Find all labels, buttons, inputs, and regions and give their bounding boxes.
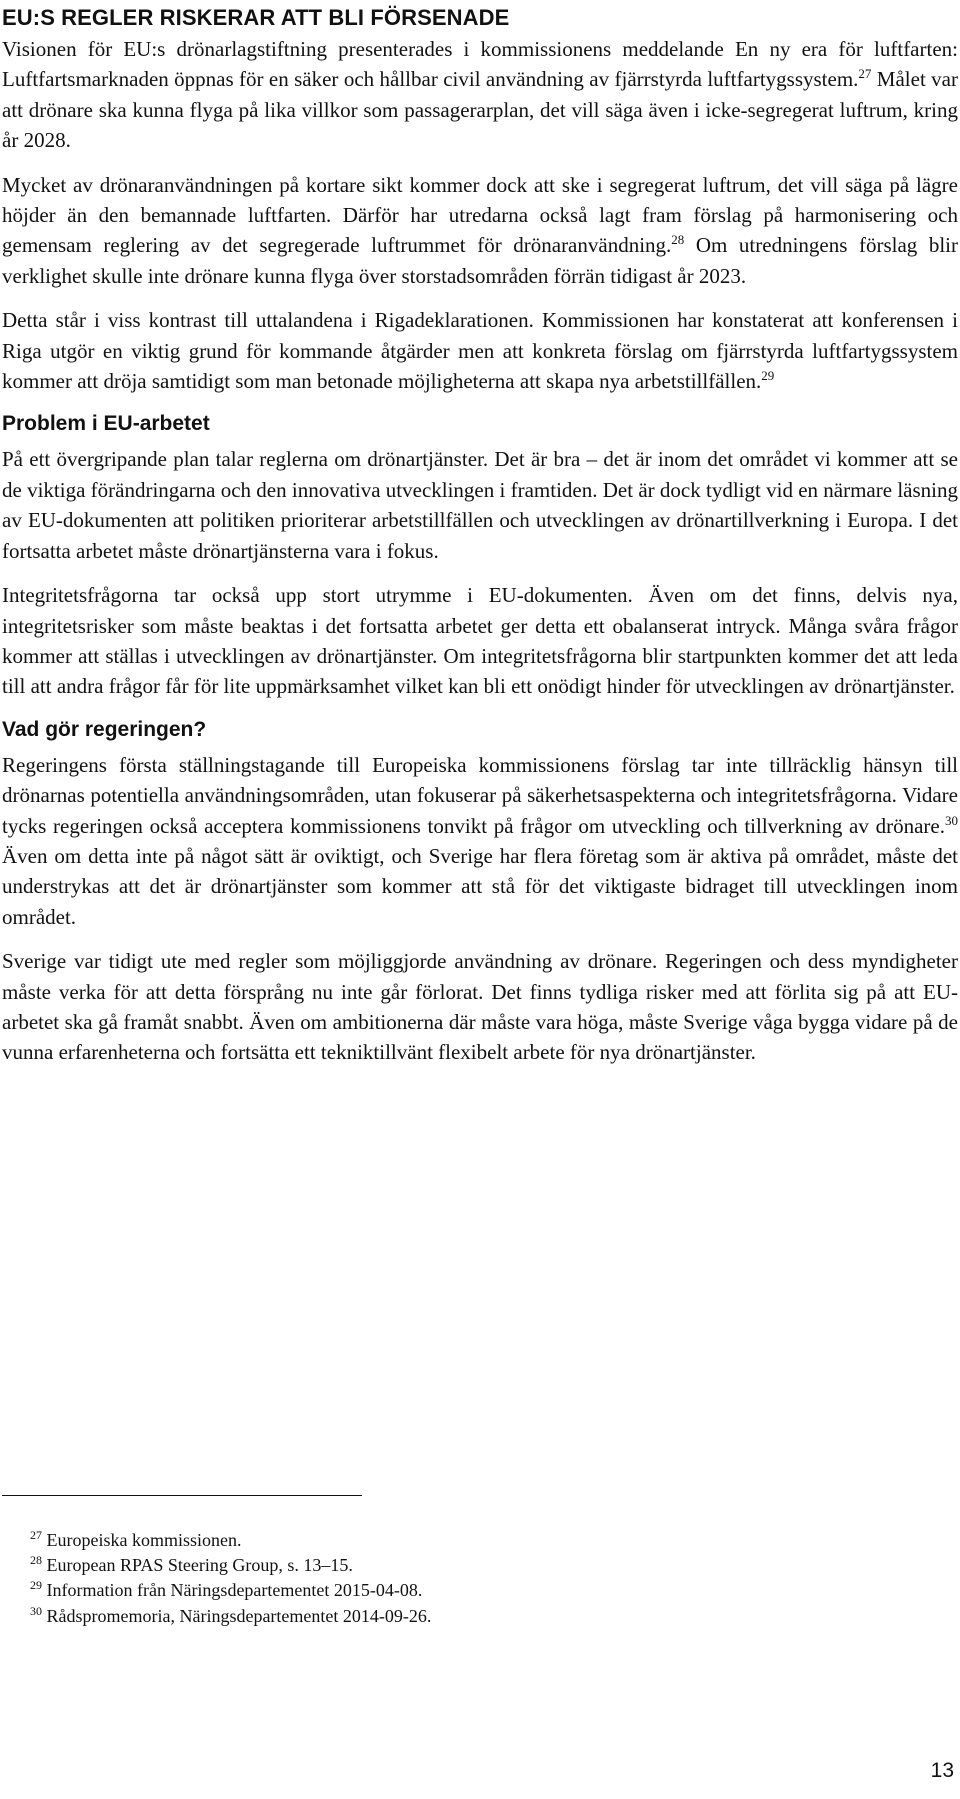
- footnote-ref[interactable]: 29: [761, 368, 775, 384]
- paragraph: Integritetsfrågorna tar också upp stort utrymme i EU-dokumenten. Även om det finns, delvis nya, integritetsrisker som måste beaktas i det fortsatta arbetet ger detta ett obalanserat intryck. Många svåra frågor kommer att ställas i utvecklingen av drönartjänster. Om integritetsfrågorna blir startpunkten kommer det att leda till att andra frågor får för lite uppmärksamhet vilket kan bli ett onödigt hinder för utvecklingen av drönartjänster.: [2, 583, 958, 699]
- paragraph-text: Visionen för EU:s drönarlagstiftning presenterades i kommissionens meddelande En ny era för luftfarten: Luftfartsmarknaden öppnas för en säker och hållbar civil användning av fjärrstyrda luftfartygssystem.: [2, 37, 958, 92]
- footnote-divider: [2, 1495, 362, 1496]
- section-heading: Problem i EU-arbetet: [2, 412, 210, 436]
- footnote: [30, 1528, 930, 1553]
- footnote-text: Information från Näringsdepartementet 2015-04-08.: [42, 1580, 423, 1601]
- paragraph-text: Målet var att drönare ska kunna flyga på lika villkor som passagerarplan, det vill säga även i icke-segregerat luftrum, kring år 2028.: [2, 67, 958, 153]
- footnote-text: Europeiska kommissionen.: [42, 1530, 242, 1550]
- paragraph-text: Detta står i viss kontrast till uttalandena i Rigadeklarationen. Kommissionen har konstaterat att konferensen i Riga utgör en viktig grund för kommande åtgärder men att konkreta förslag om fjärrstyrda luftfartygssystem kommer att dröja samtidigt som man betonade möjligheterna att skapa nya arbetstillfällen.: [2, 308, 958, 394]
- paragraph: [2, 305, 958, 396]
- footnote-number: 27: [30, 1528, 42, 1542]
- footnote: [30, 1604, 930, 1629]
- paragraph-text: Mycket av drönaranvändningen på kortare sikt kommer dock att ske i segregerat luftrum, det vill säga på lägre höjder än den bemannade luftfarten. Därför har utredarna också lagt fram förslag på harmonisering och gemensam reglering av det segregerade luftrummet för drönaranvändning.: [2, 172, 958, 258]
- paragraph: Sverige var tidigt ute med regler som möjliggjorde användning av drönare. Regeringen och dess myndigheter måste verka för att detta försprång nu inte går förlorat. Det finns tydliga risker med att förlita sig på att EU-arbetet ska gå framåt snabbt. Även om ambitionerna där måste vara höga, måste Sverige våga bygga vidare på de vunna erfarenheterna och fortsätta ett tekniktillvänt flexibelt arbete för nya drönartjänster.: [2, 949, 958, 1065]
- paragraph: [2, 34, 958, 156]
- page-title: EU:S REGLER RISKERAR ATT BLI FÖRSENADE: [2, 5, 510, 30]
- footnote: [30, 1578, 930, 1603]
- footnote-ref[interactable]: 30: [945, 812, 958, 828]
- footnote-number: 29: [30, 1578, 42, 1593]
- paragraph-text: Om utredningens förslag blir verklighet skulle inte drönare kunna flyga över storstadsområden förrän tidigast år 2023.: [2, 233, 959, 288]
- footnote-ref[interactable]: 27: [858, 66, 872, 82]
- section-heading: Vad gör regeringen?: [2, 717, 207, 741]
- paragraph: På ett övergripande plan talar reglerna om drönartjänster. Det är bra – det är inom det området vi kommer att se de viktiga förändringarna och den innovativa utvecklingen i framtiden. Det är dock tydligt vid en närmare läsning av EU-dokumenten att politiken prioriterar arbetstillfällen och utvecklingen av drönartillverkning i Europa. I det fortsatta arbetet måste drönartjänsterna vara i fokus.: [2, 447, 958, 563]
- paragraph-text: Även om detta inte på något sätt är oviktigt, och Sverige har flera företag som är aktiva på området, måste det understrykas att det är drönartjänster som kommer att stå för det viktigaste bidraget till utvecklingen inom området.: [2, 843, 958, 929]
- paragraph: [2, 170, 958, 292]
- footnote: [30, 1553, 930, 1578]
- paragraph-text: Regeringens första ställningstagande till Europeiska kommissionens förslag tar inte tillräcklig hänsyn till drönarnas potentiella användningsområden, utan fokuserar på säkerhetsaspekterna och integritetsfrågorna. Vidare tycks regeringen också acceptera kommissionens tonvikt på frågor om utveckling och tillverkning av drönare.: [2, 752, 958, 838]
- footnotes: [30, 1528, 930, 1629]
- footnote-text: European RPAS Steering Group, s. 13–15.: [42, 1555, 353, 1576]
- footnote-number: 30: [30, 1603, 42, 1618]
- footnote-ref[interactable]: 28: [671, 232, 685, 248]
- footnote-text: Rådspromemoria, Näringsdepartementet 2014-09-26.: [42, 1605, 432, 1626]
- paragraph: [2, 750, 958, 932]
- footnote-number: 28: [30, 1553, 42, 1568]
- page-number: 13: [930, 1759, 954, 1782]
